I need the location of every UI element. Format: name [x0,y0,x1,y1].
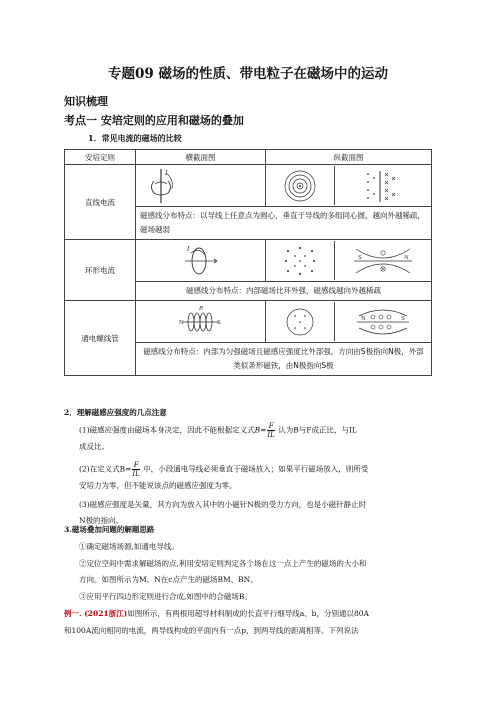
note-1-cont: 成反比。 [79,442,109,451]
page-title: 专题09 磁场的性质、带电粒子在磁场中的运动 [108,66,388,82]
solenoid-longitudinal-icon [351,304,415,340]
ring-cross-section-icon [280,243,320,279]
example-text: 如图所示，有两根用超导材料制成的长直平行细导线a、b，分别通以80A [127,609,369,618]
right-hand-ring-icon [181,243,221,279]
current-label-I: I [165,169,168,177]
table-header: 横截面图 [136,150,266,165]
current-label-I: I [186,245,189,253]
note-1: (1)磁感应强度由磁场本身决定，因此不能根据定义式B= $\frac{F}{IL}$ 认为B与F成正比，与IL [79,422,357,439]
pole-label-S: S [216,319,221,326]
right-hand-solenoid-icon [177,304,225,340]
notes-block [79,422,435,529]
ring-current-sections [266,240,432,282]
straight-wire-rule-figure [136,165,266,207]
example-tag: 例一. (2021浙江) [64,609,128,618]
example-text-cont: 和100A流向相同的电流，两导线构成的平面内有一点p，到两导线的距离相等。下列说法 [64,626,359,635]
table-row [65,165,432,207]
step-item: ③应用平行四边形定则进行合成,如图中的合磁场B。 [79,591,252,601]
note-3-cont: N极的指向。 [79,516,124,525]
magnetic-field-table [64,149,432,376]
row-label: 直线电流 [65,165,136,240]
section-heading: 知识梳理 [64,95,108,108]
ring-longitudinal-icon [352,243,414,279]
note-3: (3)磁感应强度是矢量，其方向为放入其中的小磁针N极的受力方向，也是小磁针静止时 [79,500,367,509]
straight-wire-sections [266,165,432,207]
ring-current-rule-figure [136,240,266,282]
table-row [65,240,432,282]
wire-dots-crosses-icon [358,168,408,204]
solenoid-sections [266,301,432,343]
concentric-circles-icon [280,168,320,204]
pole-label-N: N [361,315,366,322]
step-item: ②定位空间中需求解磁场的点,利用安培定则判定各个场在这一点上产生的磁场的大小和 [79,558,367,568]
row-description: 磁感线分布特点：内部为匀强磁场且磁感应强度比外部强，方向由S极指向N极，外部类似条形磁铁，由N极指向S极 [136,343,432,376]
right-hand-wire-icon [142,167,180,205]
solenoid-rule-figure [136,301,266,343]
sub-heading-2: 2．理解磁感应强度的几点注意 [64,408,167,417]
fraction-F-IL: $\frac{F}{IL}$ [132,461,140,478]
pole-label-N: N [404,254,409,261]
fraction-F-IL: $\frac{F}{IL}$ [267,422,275,439]
point-heading: 考点一 安培定则的应用和磁场的叠加 [64,114,244,127]
sub-heading-1: 1．常见电流的磁场的比较 [88,133,182,143]
pole-label-S: S [401,315,405,322]
step-item: 方向。如图所示为M、N在c点产生的磁场BM、BN。 [79,575,258,584]
row-description: 磁感线分布特点：以导线上任意点为圆心，垂直于导线的多组同心圆，越向外越稀疏，磁场越弱 [136,207,432,240]
row-description: 磁感线分布特点：内部磁场比环外强，磁感线越向外越稀疏 [136,282,432,301]
table-header-row [65,150,432,165]
example-block [64,605,436,639]
step-item: ①确定磁场场源,如通电导线。 [79,542,179,551]
pole-label-N: N [178,319,184,326]
sub-heading-3: 3.磁场叠加问题的解题思路 [64,525,155,534]
row-label: 通电螺线管 [65,301,136,376]
row-label: 环形电流 [65,240,136,301]
pole-label-S: S [358,254,362,261]
steps-block [79,539,435,605]
field-label-B: B [198,305,203,312]
solenoid-cross-section-icon [280,304,320,340]
table-header: 安培定则 [65,150,136,165]
table-header: 纵截面图 [266,150,432,165]
table-row [65,301,432,343]
note-2: (2)在定义式B= $\frac{F}{IL}$ 中，小段通电导线必须垂直于磁场放入；如果平行磁场放入，则所受 [79,461,369,478]
note-2-cont: 安培力为零，但不能说该点的磁感应强度为零。 [79,481,237,490]
